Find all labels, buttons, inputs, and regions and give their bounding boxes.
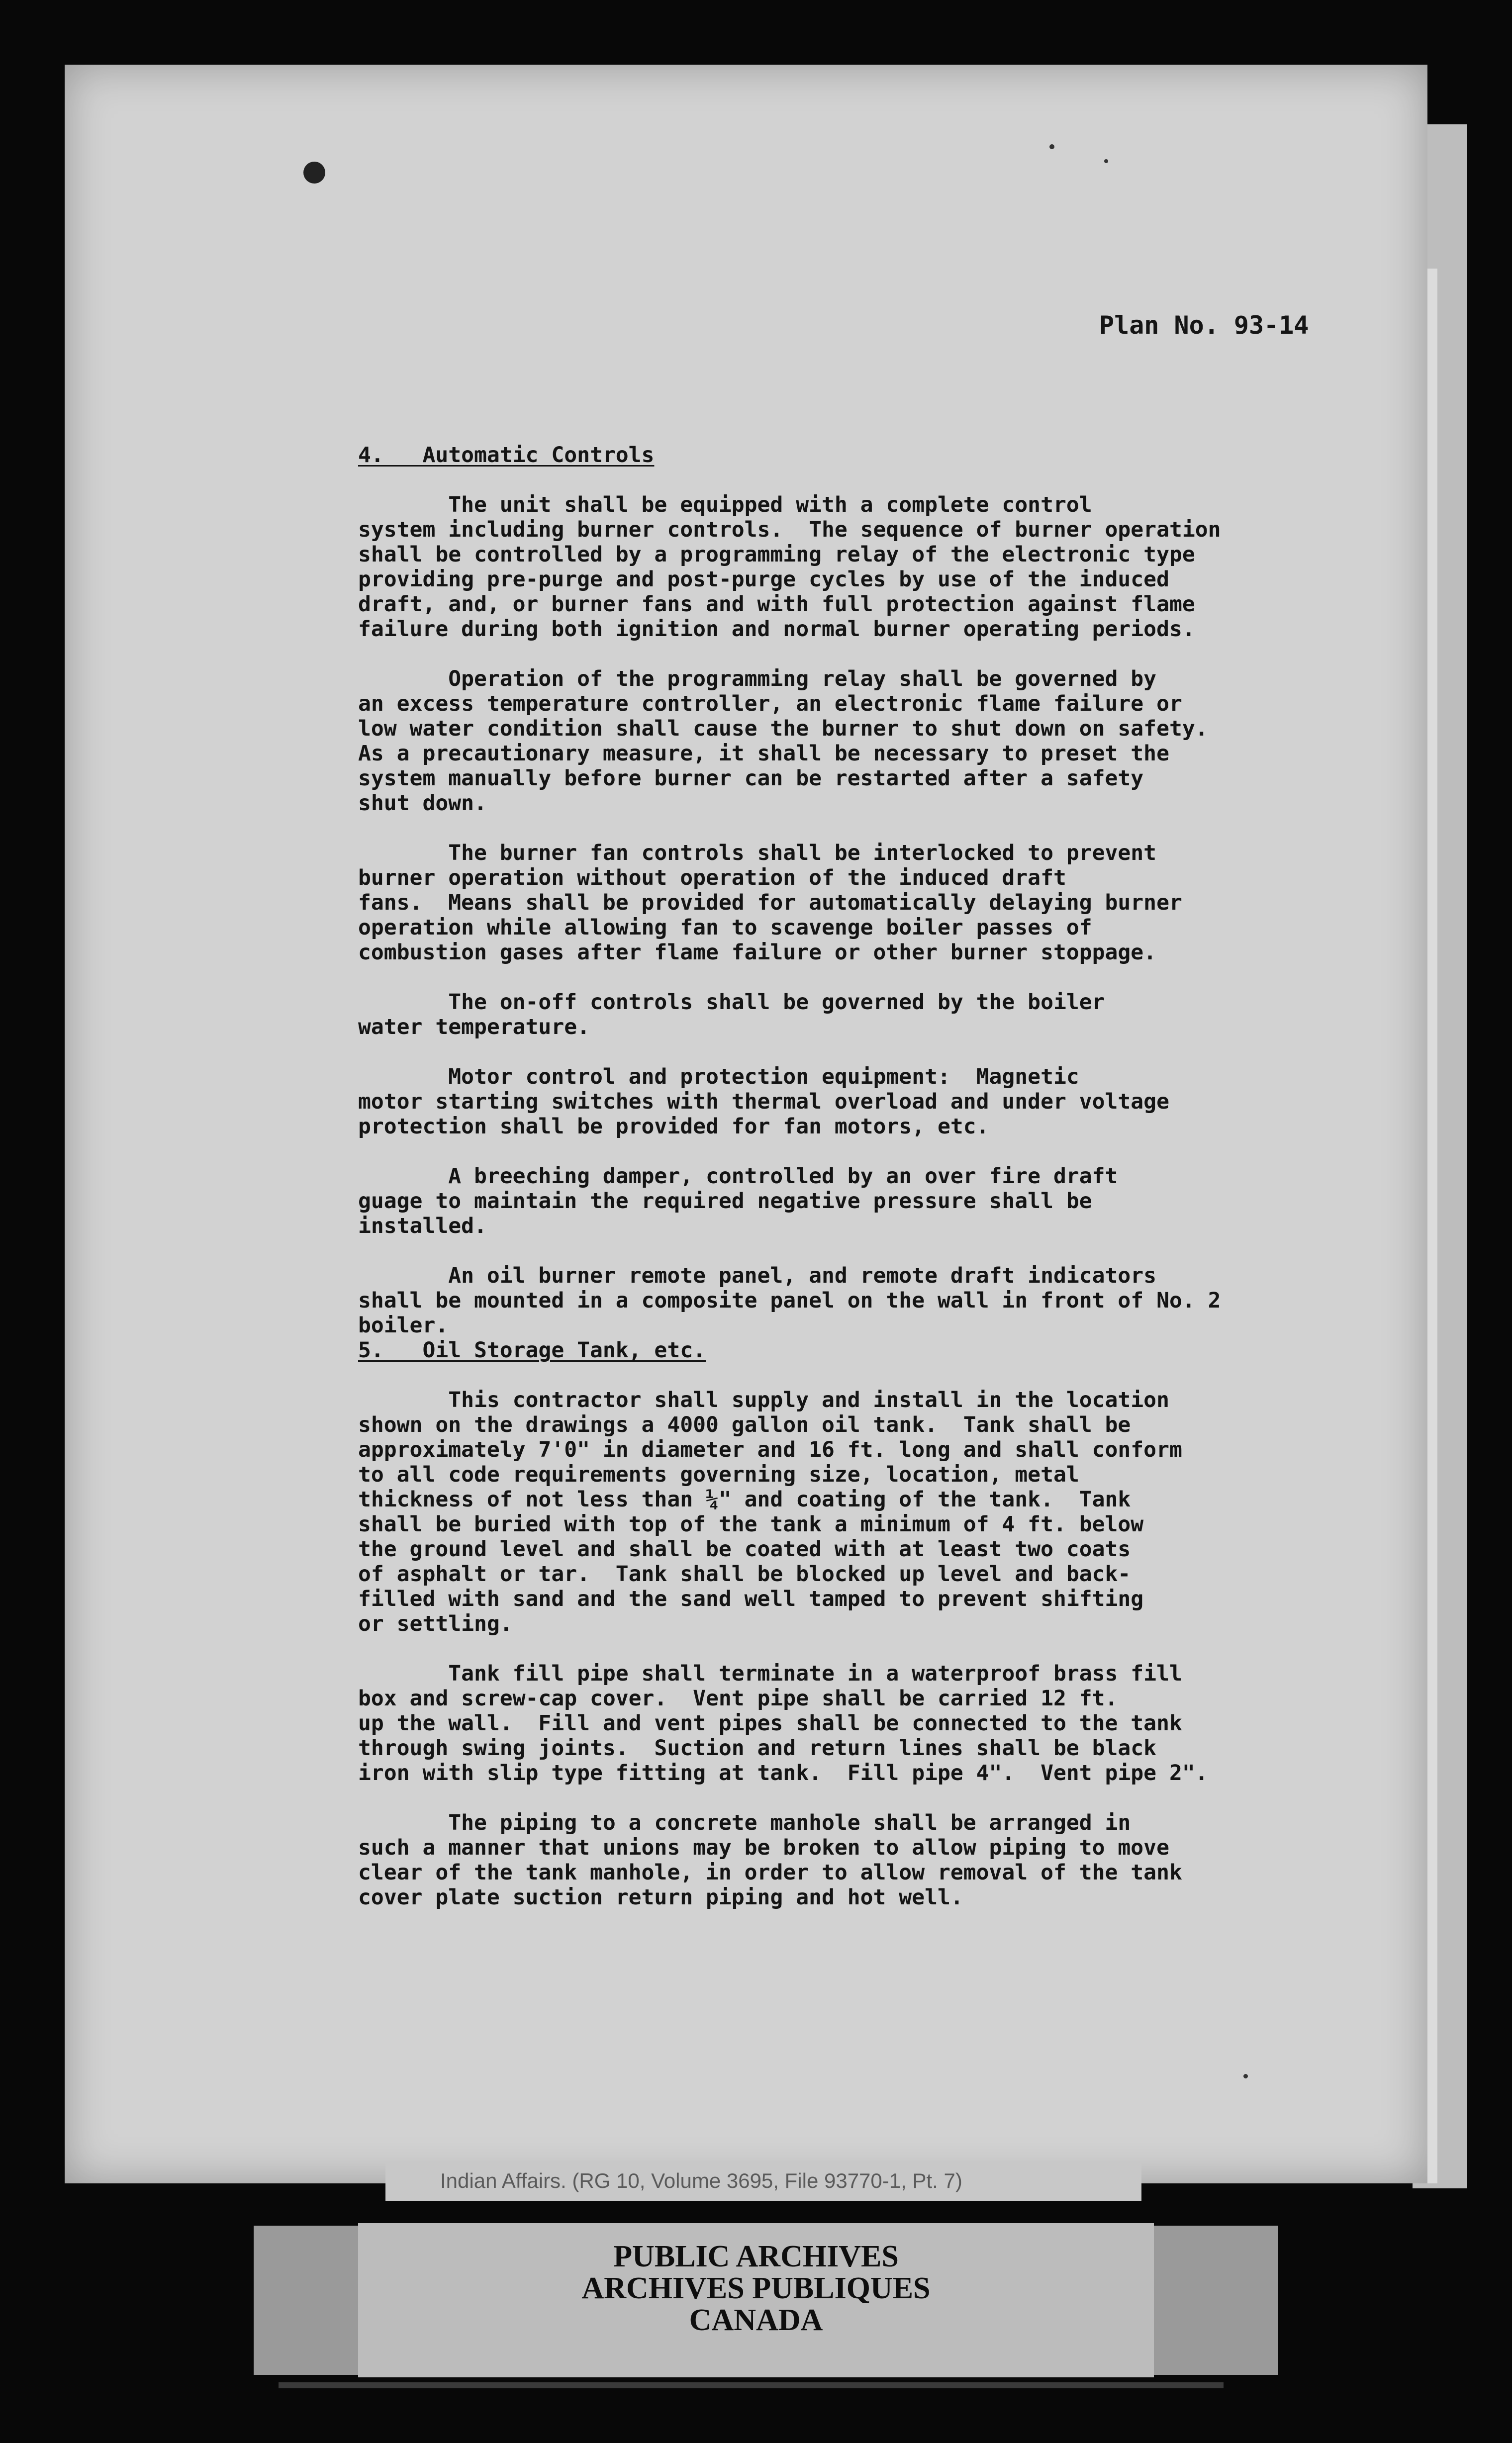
document-body — [358, 443, 1253, 1910]
text-line: an excess temperature controller, an electronic flame failure or — [358, 691, 1182, 716]
paragraph — [358, 666, 1253, 816]
paragraph — [358, 1263, 1253, 1338]
paragraph — [358, 1810, 1253, 1910]
paragraph — [358, 841, 1253, 965]
plan-number: Plan No. 93-14 — [1099, 311, 1309, 340]
text-line: shown on the drawings a 4000 gallon oil tank. Tank shall be — [358, 1412, 1131, 1437]
paragraph — [358, 1164, 1253, 1238]
punch-hole-mark — [303, 162, 325, 184]
text-line: failure during both ignition and normal burner operating periods. — [358, 617, 1195, 642]
text-line: shall be mounted in a composite panel on the wall in front of No. 2 — [358, 1288, 1221, 1313]
text-line: clear of the tank manhole, in order to allow removal of the tank — [358, 1860, 1182, 1885]
text-line: The burner fan controls shall be interlocked to prevent — [358, 841, 1157, 865]
text-line: iron with slip type fitting at tank. Fill pipe 4". Vent pipe 2". — [358, 1761, 1208, 1785]
film-edge-strip — [279, 2382, 1224, 2388]
text-line: through swing joints. Suction and return lines shall be black — [358, 1736, 1157, 1761]
text-line: box and screw-cap cover. Vent pipe shall be carried 12 ft. — [358, 1686, 1118, 1711]
text-line: shall be buried with top of the tank a minimum of 4 ft. below — [358, 1512, 1144, 1537]
text-line: The piping to a concrete manhole shall be arranged in — [358, 1810, 1131, 1835]
text-line: of asphalt or tar. Tank shall be blocked up level and back- — [358, 1562, 1131, 1587]
text-line: Operation of the programming relay shall be governed by — [358, 666, 1157, 691]
text-line: combustion gases after flame failure or other burner stoppage. — [358, 940, 1157, 965]
text-line: An oil burner remote panel, and remote draft indicators — [358, 1263, 1157, 1288]
text-line: thickness of not less than ¼" and coating of the tank. Tank — [358, 1487, 1131, 1512]
text-line: A breeching damper, controlled by an over fire draft — [358, 1164, 1118, 1189]
section-heading-automatic-controls: 4. Automatic Controls — [358, 443, 655, 468]
paragraph — [358, 1064, 1253, 1139]
text-line: As a precautionary measure, it shall be necessary to preset the — [358, 741, 1169, 766]
archive-stamp — [358, 2241, 1154, 2336]
text-line: such a manner that unions may be broken to allow piping to move — [358, 1835, 1169, 1860]
text-line: the ground level and shall be coated with at least two coats — [358, 1537, 1131, 1562]
text-line: The unit shall be equipped with a complete control — [358, 492, 1092, 517]
text-line: Tank fill pipe shall terminate in a waterproof brass fill — [358, 1661, 1182, 1686]
section-oil-storage-tank — [358, 1388, 1253, 1910]
text-line: The on-off controls shall be governed by the boiler — [358, 990, 1105, 1015]
text-line: system including burner controls. The sequence of burner operation — [358, 517, 1221, 542]
text-line: system manually before burner can be restarted after a safety — [358, 766, 1144, 791]
text-line: operation while allowing fan to scavenge boiler passes of — [358, 915, 1092, 940]
text-line: to all code requirements governing size, location, metal — [358, 1462, 1079, 1487]
text-line: providing pre-purge and post-purge cycles by use of the induced — [358, 567, 1169, 592]
text-line: Motor control and protection equipment: Magnetic — [358, 1064, 1079, 1089]
text-line: cover plate suction return piping and hot well. — [358, 1885, 963, 1910]
stamp-line: PUBLIC ARCHIVES — [613, 2240, 899, 2273]
stamp-line: CANADA — [689, 2303, 823, 2337]
text-line: water temperature. — [358, 1015, 590, 1039]
paragraph — [358, 990, 1253, 1039]
text-line: low water condition shall cause the burner to shut down on safety. — [358, 716, 1208, 741]
speck-mark — [1243, 2074, 1248, 2078]
speck-mark — [1104, 159, 1108, 163]
paragraph — [358, 492, 1253, 642]
text-line: guage to maintain the required negative pressure shall be — [358, 1189, 1092, 1214]
archive-reference: Indian Affairs. (RG 10, Volume 3695, File 93770-1, Pt. 7) — [385, 2161, 1141, 2201]
text-line: This contractor shall supply and install in the location — [358, 1388, 1169, 1412]
paragraph — [358, 1661, 1253, 1785]
section-automatic-controls — [358, 492, 1253, 1338]
text-line: shall be controlled by a programming relay of the electronic type — [358, 542, 1195, 567]
text-line: or settling. — [358, 1611, 513, 1636]
text-line: draft, and, or burner fans and with full protection against flame — [358, 592, 1195, 617]
speck-mark — [1049, 144, 1054, 149]
text-line: protection shall be provided for fan motors, etc. — [358, 1114, 989, 1139]
section-heading-oil-storage-tank: 5. Oil Storage Tank, etc. — [358, 1338, 706, 1363]
text-line: motor starting switches with thermal overload and under voltage — [358, 1089, 1169, 1114]
text-line: installed. — [358, 1214, 487, 1238]
text-line: up the wall. Fill and vent pipes shall be connected to the tank — [358, 1711, 1182, 1736]
text-line: fans. Means shall be provided for automatically delaying burner — [358, 890, 1182, 915]
text-line: shut down. — [358, 791, 487, 816]
stamp-line: ARCHIVES PUBLIQUES — [581, 2271, 931, 2305]
paragraph — [358, 1388, 1253, 1636]
text-line: burner operation without operation of the induced draft — [358, 865, 1066, 890]
text-line: approximately 7'0" in diameter and 16 ft. long and shall conform — [358, 1437, 1182, 1462]
text-line: boiler. — [358, 1313, 449, 1338]
text-line: filled with sand and the sand well tamped to prevent shifting — [358, 1587, 1144, 1611]
